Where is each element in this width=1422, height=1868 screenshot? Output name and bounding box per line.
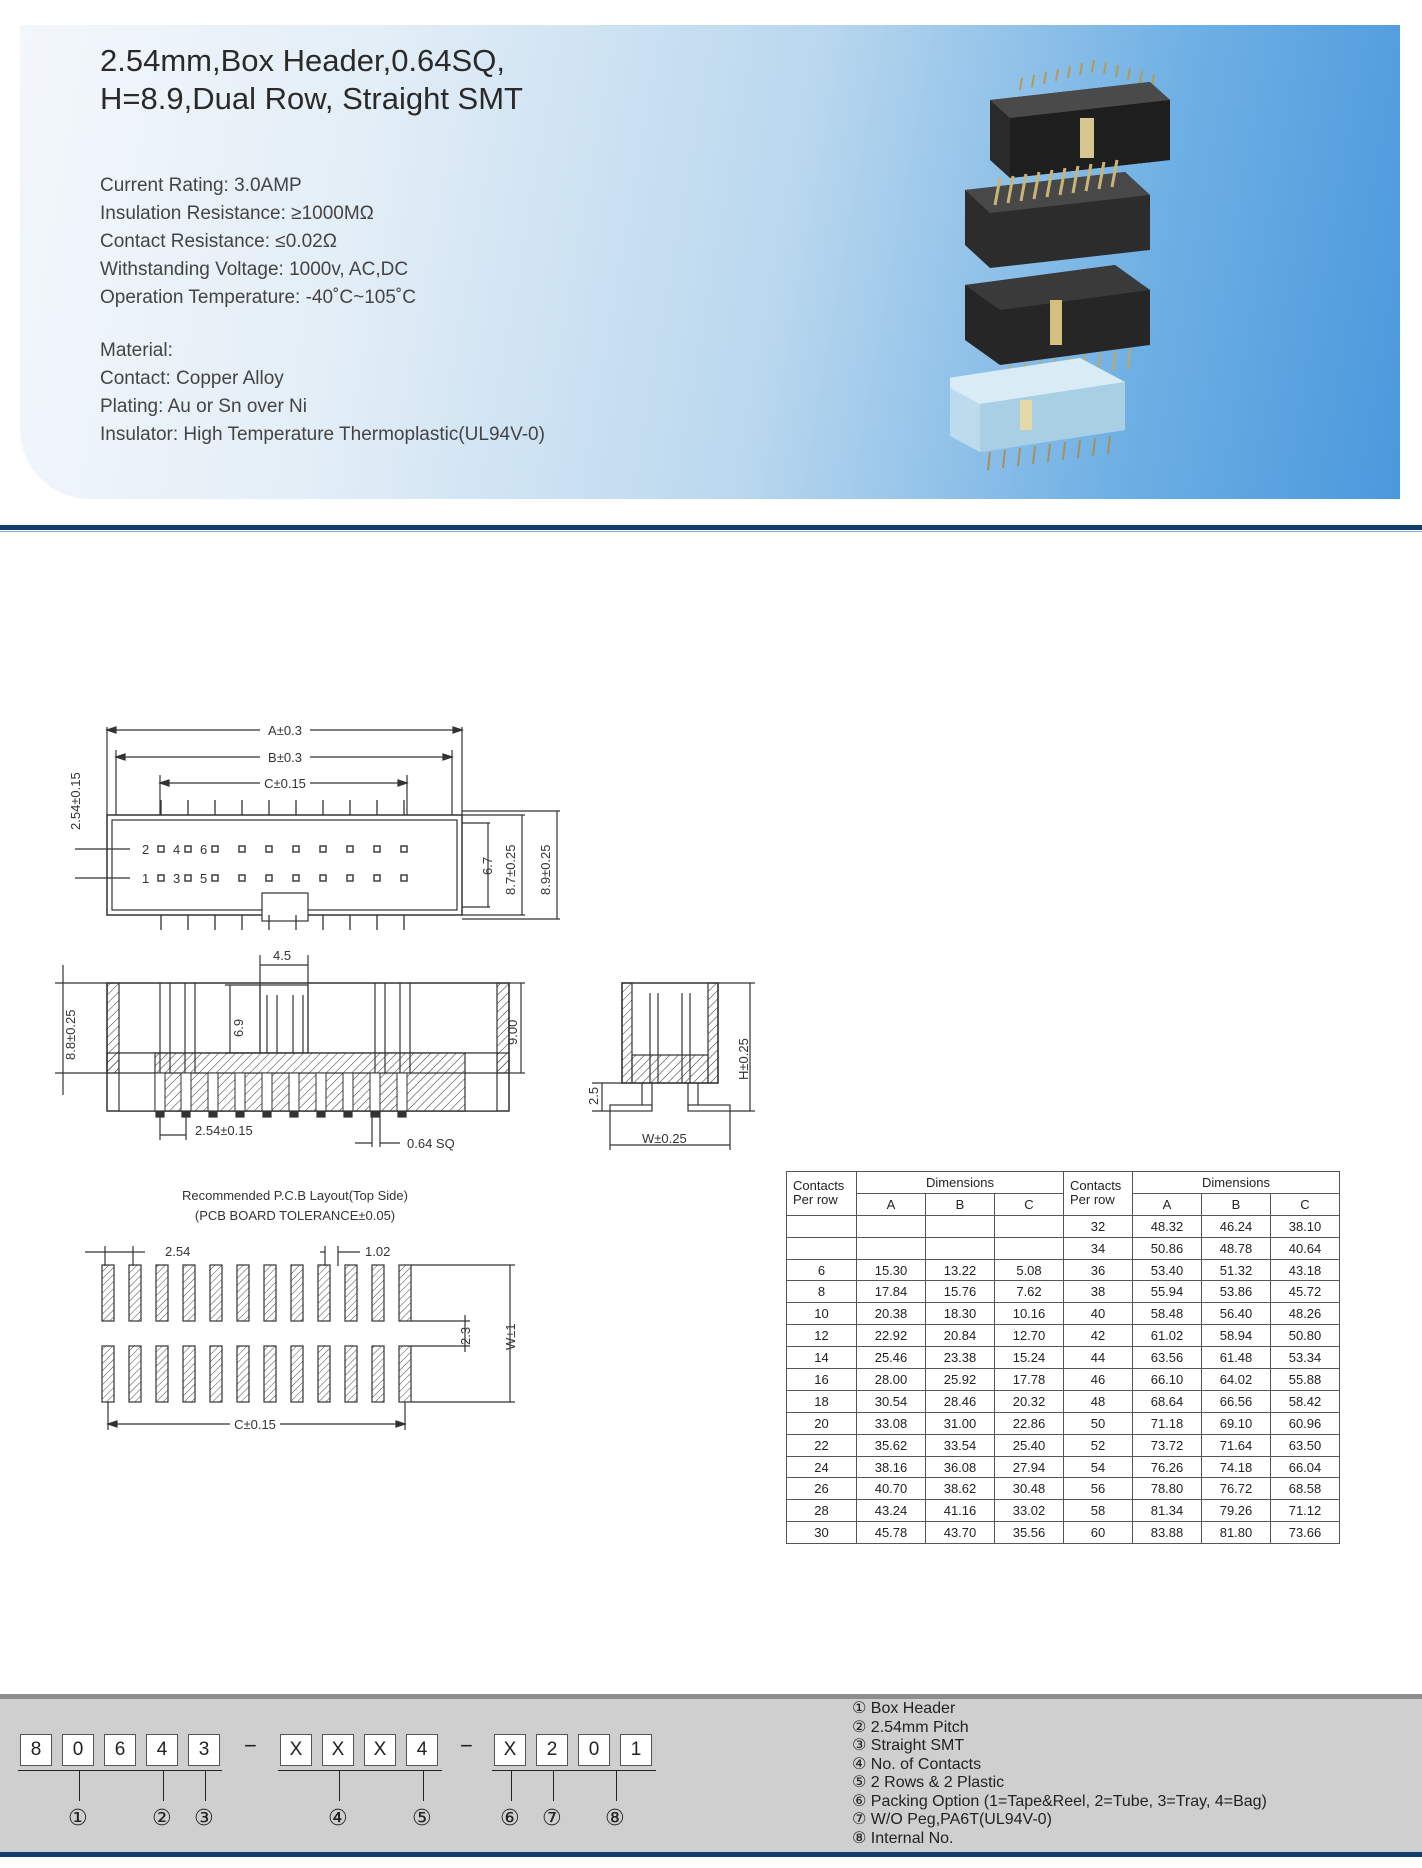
table-cell: 43.70: [926, 1522, 995, 1544]
table-cell: 56: [1064, 1478, 1133, 1500]
table-cell: 33.02: [995, 1500, 1064, 1522]
pn-tick-2: [163, 1771, 164, 1801]
spec-insulation: Insulation Resistance: ≥1000MΩ: [100, 203, 374, 224]
pn-tick-6: [511, 1771, 512, 1801]
material-heading: Material:: [100, 340, 173, 361]
table-cell: 22.86: [995, 1412, 1064, 1434]
pad-c-label: C±0.15: [234, 1417, 276, 1432]
table-cell: 20.84: [926, 1325, 995, 1347]
table-row: [787, 1522, 1340, 1544]
table-cell: 22.92: [857, 1325, 926, 1347]
pn-circle-3: ③: [194, 1805, 214, 1830]
pad-w-label: W±1: [503, 1323, 518, 1350]
table-cell: 50.86: [1133, 1237, 1202, 1259]
dim-b: B±0.3: [268, 750, 302, 765]
pn-tick-1: [79, 1771, 80, 1801]
product-photo: [950, 60, 1280, 480]
table-cell: 58.94: [1202, 1325, 1271, 1347]
table-cell: 58.48: [1133, 1303, 1202, 1325]
table-cell: 38.62: [926, 1478, 995, 1500]
title-line-2: H=8.9,Dual Row, Straight SMT: [100, 81, 523, 116]
header-contacts: Contacts: [1070, 1178, 1122, 1194]
table-cell: 26: [787, 1478, 857, 1500]
table-cell: 28: [787, 1500, 857, 1522]
table-cell: 35.62: [857, 1434, 926, 1456]
table-row: [787, 1259, 1340, 1281]
connector-blue: [950, 358, 1125, 470]
pn-circle-4: ④: [328, 1805, 348, 1830]
table-row: [787, 1325, 1340, 1347]
table-cell: 60.96: [1271, 1412, 1340, 1434]
pn-circle-8: ⑧: [605, 1805, 625, 1830]
dim-a: A±0.3: [268, 723, 302, 738]
table-cell: 43.24: [857, 1500, 926, 1522]
table-row: [787, 1500, 1340, 1522]
pn-underline-2: [278, 1770, 442, 1771]
table-cell: 6: [787, 1259, 857, 1281]
pn-dash-2: −: [460, 1733, 473, 1758]
pn-circle-2: ②: [152, 1805, 172, 1830]
pn-box-9: 4: [406, 1734, 438, 1766]
table-cell: 7.62: [995, 1281, 1064, 1303]
table-cell: 53.40: [1133, 1259, 1202, 1281]
col-b: B: [926, 1193, 995, 1215]
spec-current: Current Rating: 3.0AMP: [100, 175, 302, 196]
pn-underline-3: [492, 1770, 656, 1771]
pn-box-8: X: [364, 1734, 396, 1766]
table-cell: 66.56: [1202, 1390, 1271, 1412]
table-cell: 83.88: [1133, 1522, 1202, 1544]
table-cell: 33.08: [857, 1412, 926, 1434]
table-cell: 51.32: [1202, 1259, 1271, 1281]
table-cell: 61.48: [1202, 1347, 1271, 1369]
material-list: [100, 337, 545, 449]
table-cell: 53.34: [1271, 1347, 1340, 1369]
table-cell: 36: [1064, 1259, 1133, 1281]
dim-8-9: 8.9±0.25: [538, 844, 553, 895]
table-subheader-row: [787, 1193, 1340, 1215]
table-cell: 18.30: [926, 1303, 995, 1325]
table-cell: 25.92: [926, 1369, 995, 1391]
table-cell: 32: [1064, 1215, 1133, 1237]
table-row: [787, 1215, 1340, 1237]
table-cell: 40: [1064, 1303, 1133, 1325]
table-cell: 31.00: [926, 1412, 995, 1434]
front-view-drawing: [55, 945, 535, 1155]
table-cell: 55.94: [1133, 1281, 1202, 1303]
table-row: [787, 1412, 1340, 1434]
table-cell: 45.78: [857, 1522, 926, 1544]
top-view-drawing: [60, 715, 580, 935]
spec-voltage: Withstanding Voltage: 1000v, AC,DC: [100, 259, 409, 280]
dim-6-7: 6.7: [480, 856, 495, 875]
table-cell: 15.76: [926, 1281, 995, 1303]
pcb-caption-line-2: (PCB BOARD TOLERANCE±0.05): [194, 1208, 396, 1223]
table-cell: 69.10: [1202, 1412, 1271, 1434]
side-view-drawing: [580, 975, 760, 1155]
table-cell: 15.30: [857, 1259, 926, 1281]
table-cell: 40.64: [1271, 1237, 1340, 1259]
band-top-rule: [0, 1694, 1422, 1699]
table-row: [787, 1281, 1340, 1303]
table-cell: 18: [787, 1390, 857, 1412]
table-cell: 41.16: [926, 1500, 995, 1522]
table-cell: 66.04: [1271, 1456, 1340, 1478]
table-cell: 60: [1064, 1522, 1133, 1544]
table-header-row: [787, 1172, 1340, 1194]
pn-tick-8: [616, 1771, 617, 1801]
title-line-1: 2.54mm,Box Header,0.64SQ,: [100, 43, 505, 78]
pn-box-7: X: [322, 1734, 354, 1766]
dim-w: W±0.25: [642, 1131, 687, 1146]
spec-list: [100, 172, 416, 312]
table-cell: [995, 1237, 1064, 1259]
table-cell: 35.56: [995, 1522, 1064, 1544]
table-cell: 43.18: [1271, 1259, 1340, 1281]
legend-item-2: ② 2.54mm Pitch: [852, 1718, 969, 1736]
pn-tick-7: [553, 1771, 554, 1801]
dim-pitch-top: 2.54±0.15: [68, 772, 83, 830]
table-cell: 76.26: [1133, 1456, 1202, 1478]
table-cell: [787, 1237, 857, 1259]
table-row: [787, 1478, 1340, 1500]
dim-8-7: 8.7±0.25: [503, 844, 518, 895]
table-cell: 46: [1064, 1369, 1133, 1391]
table-cell: 73.72: [1133, 1434, 1202, 1456]
table-row: [787, 1347, 1340, 1369]
table-cell: 81.34: [1133, 1500, 1202, 1522]
table-cell: 27.94: [995, 1456, 1064, 1478]
dim-6-9: 6.9: [231, 1018, 246, 1037]
pin-label-6: 6: [200, 842, 208, 857]
table-cell: 63.56: [1133, 1347, 1202, 1369]
table-cell: 58.42: [1271, 1390, 1340, 1412]
table-cell: 50: [1064, 1412, 1133, 1434]
table-cell: 13.22: [926, 1259, 995, 1281]
header-per-row: Per row: [793, 1192, 838, 1208]
table-cell: [787, 1215, 857, 1237]
table-cell: 23.38: [926, 1347, 995, 1369]
pn-box-5: 3: [188, 1734, 220, 1766]
pad-gap-label: 2.3: [458, 1326, 473, 1345]
table-cell: 17.84: [857, 1281, 926, 1303]
pin-label-1: 1: [142, 871, 150, 886]
pin-label-2: 2: [142, 842, 150, 857]
spec-contact-resistance: Contact Resistance: ≤0.02Ω: [100, 231, 337, 252]
table-cell: 44: [1064, 1347, 1133, 1369]
band-bottom-rule: [0, 1852, 1422, 1857]
dim-2-5: 2.5: [586, 1086, 601, 1105]
legend-item-6: ⑥ Packing Option (1=Tape&Reel, 2=Tube, 3=Tray, 4=Bag): [852, 1792, 1267, 1810]
pn-box-6: X: [280, 1734, 312, 1766]
pn-circle-6: ⑥: [500, 1805, 520, 1830]
pn-tick-3: [205, 1771, 206, 1801]
table-cell: 71.18: [1133, 1412, 1202, 1434]
dim-8-8: 8.8±0.25: [63, 1009, 78, 1060]
col-a: A: [857, 1193, 926, 1215]
table-cell: 68.58: [1271, 1478, 1340, 1500]
table-cell: 48.26: [1271, 1303, 1340, 1325]
pcb-layout-drawing: [70, 1240, 540, 1440]
pn-dash-1: −: [244, 1733, 257, 1758]
pn-box-3: 6: [104, 1734, 136, 1766]
table-cell: 78.80: [1133, 1478, 1202, 1500]
dim-4-5: 4.5: [273, 948, 292, 963]
table-cell: 48: [1064, 1390, 1133, 1412]
col-c: C: [995, 1193, 1064, 1215]
col-contacts-right: [1064, 1172, 1133, 1216]
table-cell: 79.26: [1202, 1500, 1271, 1522]
table-cell: 30.48: [995, 1478, 1064, 1500]
table-cell: 30: [787, 1522, 857, 1544]
col-dimensions-right: Dimensions: [1133, 1172, 1340, 1194]
table-cell: 81.80: [1202, 1522, 1271, 1544]
material-insulator: Insulator: High Temperature Thermoplastic(UL94V-0): [100, 424, 545, 445]
pn-circle-1: ①: [68, 1805, 88, 1830]
table-cell: 30.54: [857, 1390, 926, 1412]
table-cell: 38.16: [857, 1456, 926, 1478]
table-cell: 10.16: [995, 1303, 1064, 1325]
table-cell: 28.00: [857, 1369, 926, 1391]
pin-label-3: 3: [173, 871, 181, 886]
pn-box-2: 0: [62, 1734, 94, 1766]
spec-temperature: Operation Temperature: -40˚C~105˚C: [100, 287, 416, 308]
pn-box-11: 2: [536, 1734, 568, 1766]
table-cell: 56.40: [1202, 1303, 1271, 1325]
table-cell: 52: [1064, 1434, 1133, 1456]
divider-rule-thin: [0, 531, 1422, 532]
pin-label-5: 5: [200, 871, 208, 886]
header-per-row: Per row: [1070, 1192, 1115, 1208]
pn-circle-5: ⑤: [412, 1805, 432, 1830]
table-cell: 10: [787, 1303, 857, 1325]
col-dimensions-left: Dimensions: [857, 1172, 1064, 1194]
pn-box-13: 1: [620, 1734, 652, 1766]
table-cell: 16: [787, 1369, 857, 1391]
table-row: [787, 1303, 1340, 1325]
col-a: A: [1133, 1193, 1202, 1215]
header-contacts: Contacts: [793, 1178, 845, 1194]
table-cell: 64.02: [1202, 1369, 1271, 1391]
table-cell: 24: [787, 1456, 857, 1478]
table-cell: 63.50: [1271, 1434, 1340, 1456]
table-cell: 73.66: [1271, 1522, 1340, 1544]
legend-item-5: ⑤ 2 Rows & 2 Plastic: [852, 1774, 1005, 1791]
pad-width-label: 1.02: [365, 1244, 391, 1259]
table-cell: 46.24: [1202, 1215, 1271, 1237]
table-cell: 53.86: [1202, 1281, 1271, 1303]
pin-label-4: 4: [173, 842, 181, 857]
table-cell: 40.70: [857, 1478, 926, 1500]
table-cell: 61.02: [1133, 1325, 1202, 1347]
connector-black-1: [990, 60, 1170, 178]
table-cell: 38.10: [1271, 1215, 1340, 1237]
legend-item-1: ① Box Header: [852, 1700, 956, 1717]
dim-h: H±0.25: [736, 1038, 751, 1080]
col-b: B: [1202, 1193, 1271, 1215]
table-cell: 50.80: [1271, 1325, 1340, 1347]
table-cell: [926, 1215, 995, 1237]
table-row: [787, 1369, 1340, 1391]
pcb-caption-line-1: Recommended P.C.B Layout(Top Side): [182, 1188, 408, 1203]
table-cell: 42: [1064, 1325, 1133, 1347]
table-cell: 71.64: [1202, 1434, 1271, 1456]
dimensions-table: [786, 1171, 1340, 1544]
table-cell: [926, 1237, 995, 1259]
pcb-layout-caption: [120, 1186, 470, 1226]
table-cell: [857, 1237, 926, 1259]
connector-black-2: [965, 160, 1150, 268]
table-cell: 54: [1064, 1456, 1133, 1478]
table-cell: 68.64: [1133, 1390, 1202, 1412]
table-row: [787, 1434, 1340, 1456]
product-title: [100, 42, 523, 118]
table-cell: 20: [787, 1412, 857, 1434]
table-cell: 58: [1064, 1500, 1133, 1522]
legend-item-7: ⑦ W/O Peg,PA6T(UL94V-0): [852, 1811, 1052, 1828]
table-cell: 66.10: [1133, 1369, 1202, 1391]
table-cell: 5.08: [995, 1259, 1064, 1281]
table-cell: 48.32: [1133, 1215, 1202, 1237]
table-cell: 20.32: [995, 1390, 1064, 1412]
pn-box-4: 4: [146, 1734, 178, 1766]
dim-pitch-front: 2.54±0.15: [195, 1123, 253, 1138]
table-cell: 25.46: [857, 1347, 926, 1369]
table-cell: 8: [787, 1281, 857, 1303]
table-row: [787, 1456, 1340, 1478]
table-cell: 76.72: [1202, 1478, 1271, 1500]
col-contacts-left: [787, 1172, 857, 1216]
table-cell: 34: [1064, 1237, 1133, 1259]
table-cell: 33.54: [926, 1434, 995, 1456]
pn-underline-1: [18, 1770, 222, 1771]
pn-box-1: 8: [20, 1734, 52, 1766]
table-cell: 38: [1064, 1281, 1133, 1303]
dim-c: C±0.15: [264, 776, 306, 791]
table-cell: [857, 1215, 926, 1237]
legend-item-4: ④ No. of Contacts: [852, 1755, 982, 1773]
table-cell: 20.38: [857, 1303, 926, 1325]
table-cell: 17.78: [995, 1369, 1064, 1391]
dim-0-64-sq: 0.64 SQ: [407, 1136, 455, 1151]
table-cell: 12.70: [995, 1325, 1064, 1347]
pn-tick-5: [423, 1771, 424, 1801]
table-cell: 45.72: [1271, 1281, 1340, 1303]
table-cell: 25.40: [995, 1434, 1064, 1456]
table-cell: 15.24: [995, 1347, 1064, 1369]
dim-9-00: 9.00: [505, 1019, 520, 1045]
pn-circle-7: ⑦: [542, 1805, 562, 1830]
table-cell: 36.08: [926, 1456, 995, 1478]
material-plating: Plating: Au or Sn over Ni: [100, 396, 307, 417]
col-c: C: [1271, 1193, 1340, 1215]
table-cell: 22: [787, 1434, 857, 1456]
table-cell: 48.78: [1202, 1237, 1271, 1259]
pn-box-12: 0: [578, 1734, 610, 1766]
legend-item-8: ⑧ Internal No.: [852, 1829, 954, 1847]
part-number-legend: [852, 1700, 1267, 1848]
legend-item-3: ③ Straight SMT: [852, 1737, 965, 1754]
divider-rule: [0, 525, 1422, 530]
table-cell: [995, 1215, 1064, 1237]
table-cell: 71.12: [1271, 1500, 1340, 1522]
pn-box-10: X: [494, 1734, 526, 1766]
table-row: [787, 1390, 1340, 1412]
table-cell: 55.88: [1271, 1369, 1340, 1391]
table-cell: 28.46: [926, 1390, 995, 1412]
pn-tick-4: [339, 1771, 340, 1801]
table-cell: 12: [787, 1325, 857, 1347]
material-contact: Contact: Copper Alloy: [100, 368, 284, 389]
table-cell: 74.18: [1202, 1456, 1271, 1478]
pad-pitch-label: 2.54: [165, 1244, 191, 1259]
table-cell: 14: [787, 1347, 857, 1369]
table-row: [787, 1237, 1340, 1259]
